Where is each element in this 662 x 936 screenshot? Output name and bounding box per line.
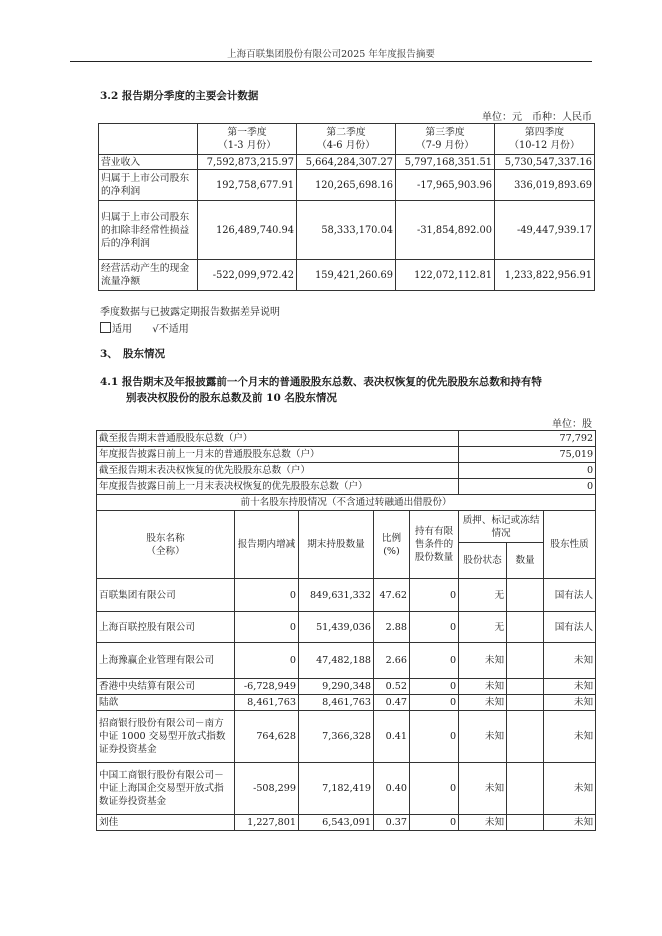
cell-value: 7,592,873,215.97	[198, 155, 297, 170]
holder-qty	[507, 815, 544, 831]
holder-restricted: 0	[410, 763, 459, 815]
top10-title-row	[97, 495, 596, 511]
holder-shares: 47,482,188	[299, 643, 374, 679]
header-pledge-status: 股份状态	[459, 543, 507, 579]
header-shares: 期末持股数量	[299, 511, 374, 579]
holder-qty	[507, 612, 544, 643]
header-change: 报告期内增减	[235, 511, 299, 579]
holder-ratio: 2.88	[374, 612, 410, 643]
summary-row	[97, 431, 596, 447]
header-pledge: 质押、标记或冻结情况	[459, 511, 544, 543]
applicable-label: 适用	[112, 324, 132, 335]
cell-value: 120,265,698.16	[297, 170, 396, 201]
section-3-2-title: 3.2 报告期分季度的主要会计数据	[100, 90, 259, 102]
summary-label: 年度报告披露日前上一月末的普通股股东总数（户）	[97, 447, 459, 463]
header-divider	[70, 61, 592, 62]
holder-ratio: 0.47	[374, 695, 410, 711]
holder-status: 无	[459, 612, 507, 643]
holder-qty	[507, 579, 544, 612]
summary-row	[97, 463, 596, 479]
summary-label: 截至报告期末表决权恢复的优先股股东总数（户）	[97, 463, 459, 479]
holder-nature: 未知	[544, 815, 596, 831]
column-header-q4: 第四季度 （10-12 月份）	[495, 124, 595, 155]
holder-nature: 未知	[544, 763, 596, 815]
holder-ratio: 0.41	[374, 711, 410, 763]
holder-qty	[507, 643, 544, 679]
holder-status: 无	[459, 579, 507, 612]
holder-status: 未知	[459, 815, 507, 831]
holder-restricted: 0	[410, 679, 459, 695]
shareholder-table	[96, 430, 596, 831]
summary-label: 年度报告披露日前上一月末表决权恢复的优先股股东总数（户）	[97, 479, 459, 495]
page-header: 上海百联集团股份有限公司2025 年年度报告摘要	[227, 49, 435, 60]
top10-title: 前十名股东持股情况（不含通过转融通出借股份）	[97, 495, 596, 511]
holder-nature: 国有法人	[544, 612, 596, 643]
quarterly-data-table	[98, 123, 595, 291]
not-applicable-label: 不适用	[158, 324, 189, 335]
summary-row	[97, 479, 596, 495]
table-row	[99, 201, 595, 260]
cell-value: -31,854,892.00	[396, 201, 495, 260]
holder-change: -6,728,949	[235, 679, 299, 695]
holder-qty	[507, 763, 544, 815]
checkmark-icon: √	[152, 324, 159, 335]
holder-name: 上海豫赢企业管理有限公司	[97, 643, 235, 679]
cell-value: 5,730,547,337.16	[495, 155, 595, 170]
holder-change: 1,227,801	[235, 815, 299, 831]
holder-name: 香港中央结算有限公司	[97, 679, 235, 695]
table-row	[97, 695, 596, 711]
cell-value: 336,019,893.69	[495, 170, 595, 201]
holder-shares: 7,366,328	[299, 711, 374, 763]
cell-value: 159,421,260.69	[297, 260, 396, 291]
holder-shares: 6,543,091	[299, 815, 374, 831]
diff-note-title: 季度数据与已披露定期报告数据差异说明	[100, 307, 280, 318]
holder-ratio: 0.40	[374, 763, 410, 815]
row-label: 归属于上市公司股东的扣除非经常性损益后的净利润	[99, 201, 198, 260]
quarter-table-unit: 单位：元 币种：人民币	[482, 112, 592, 123]
section-4-1-title-line1: 4.1 报告期末及年报披露前一个月末的普通股股东总数、表决权恢复的优先股股东总数和持有特	[100, 376, 542, 388]
summary-value: 0	[459, 463, 596, 479]
corner-cell	[99, 124, 198, 155]
holder-change: -508,299	[235, 763, 299, 815]
holder-status: 未知	[459, 763, 507, 815]
header-nature: 股东性质	[544, 511, 596, 579]
table-row	[97, 763, 596, 815]
cell-value: 192,758,677.91	[198, 170, 297, 201]
checkbox-empty-icon	[100, 322, 111, 333]
cell-value: 5,797,168,351.51	[396, 155, 495, 170]
holder-status: 未知	[459, 679, 507, 695]
holder-header-row	[97, 511, 596, 543]
table-row	[99, 155, 595, 170]
header-pledge-qty: 数量	[507, 543, 544, 579]
holder-change: 8,461,763	[235, 695, 299, 711]
row-label: 归属于上市公司股东的净利润	[99, 170, 198, 201]
holder-shares: 8,461,763	[299, 695, 374, 711]
cell-value: 58,333,170.04	[297, 201, 396, 260]
holder-restricted: 0	[410, 579, 459, 612]
holder-shares: 7,182,419	[299, 763, 374, 815]
holder-name: 刘佳	[97, 815, 235, 831]
table-row	[97, 711, 596, 763]
holder-restricted: 0	[410, 612, 459, 643]
holder-ratio: 0.37	[374, 815, 410, 831]
cell-value: -49,447,939.17	[495, 201, 595, 260]
holder-name: 百联集团有限公司	[97, 579, 235, 612]
holder-nature: 未知	[544, 711, 596, 763]
holder-nature: 国有法人	[544, 579, 596, 612]
holder-restricted: 0	[410, 711, 459, 763]
summary-value: 0	[459, 479, 596, 495]
header-ratio: 比例(%)	[374, 511, 410, 579]
holder-name: 上海百联控股有限公司	[97, 612, 235, 643]
table-header-row	[99, 124, 595, 155]
holder-status: 未知	[459, 695, 507, 711]
holder-nature: 未知	[544, 679, 596, 695]
row-label: 营业收入	[99, 155, 198, 170]
holder-change: 0	[235, 643, 299, 679]
holder-shares: 849,631,332	[299, 579, 374, 612]
cell-value: 122,072,112.81	[396, 260, 495, 291]
holder-qty	[507, 679, 544, 695]
summary-label: 截至报告期末普通股股东总数（户）	[97, 431, 459, 447]
row-label: 经营活动产生的现金流量净额	[99, 260, 198, 291]
holder-restricted: 0	[410, 695, 459, 711]
holder-nature: 未知	[544, 643, 596, 679]
cell-value: 5,664,284,307.27	[297, 155, 396, 170]
holder-status: 未知	[459, 643, 507, 679]
cell-value: 126,489,740.94	[198, 201, 297, 260]
holder-qty	[507, 711, 544, 763]
column-header-q2: 第二季度 （4-6 月份）	[297, 124, 396, 155]
holder-restricted: 0	[410, 815, 459, 831]
table-row	[97, 579, 596, 612]
holder-shares: 51,439,036	[299, 612, 374, 643]
diff-options	[100, 322, 189, 337]
cell-value: 1,233,822,956.91	[495, 260, 595, 291]
cell-value: -522,099,972.42	[198, 260, 297, 291]
table-row	[97, 679, 596, 695]
section-3-title: 3、 股东情况	[100, 348, 166, 360]
summary-row	[97, 447, 596, 463]
holder-status: 未知	[459, 711, 507, 763]
summary-value: 77,792	[459, 431, 596, 447]
header-holder-name: 股东名称 （全称）	[97, 511, 235, 579]
table-row	[97, 815, 596, 831]
cell-value: -17,965,903.96	[396, 170, 495, 201]
holder-change: 0	[235, 579, 299, 612]
holder-shares: 9,290,348	[299, 679, 374, 695]
holder-change: 764,628	[235, 711, 299, 763]
holder-ratio: 2.66	[374, 643, 410, 679]
shareholder-table-unit: 单位：股	[552, 419, 592, 430]
summary-value: 75,019	[459, 447, 596, 463]
header-restricted: 持有有限售条件的股份数量	[410, 511, 459, 579]
holder-name: 中国工商银行股份有限公司－中证上海国企交易型开放式指数证券投资基金	[97, 763, 235, 815]
holder-name: 招商银行股份有限公司－南方中证 1000 交易型开放式指数证券投资基金	[97, 711, 235, 763]
table-row	[97, 643, 596, 679]
holder-nature: 未知	[544, 695, 596, 711]
holder-restricted: 0	[410, 643, 459, 679]
holder-qty	[507, 695, 544, 711]
column-header-q3: 第三季度 （7-9 月份）	[396, 124, 495, 155]
table-row	[99, 260, 595, 291]
table-row	[97, 612, 596, 643]
holder-ratio: 47.62	[374, 579, 410, 612]
table-row	[99, 170, 595, 201]
holder-change: 0	[235, 612, 299, 643]
section-4-1-title-line2: 别表决权股份的股东总数及前 10 名股东情况	[126, 392, 337, 404]
holder-name: 陆歆	[97, 695, 235, 711]
column-header-q1: 第一季度 （1-3 月份）	[198, 124, 297, 155]
holder-ratio: 0.52	[374, 679, 410, 695]
